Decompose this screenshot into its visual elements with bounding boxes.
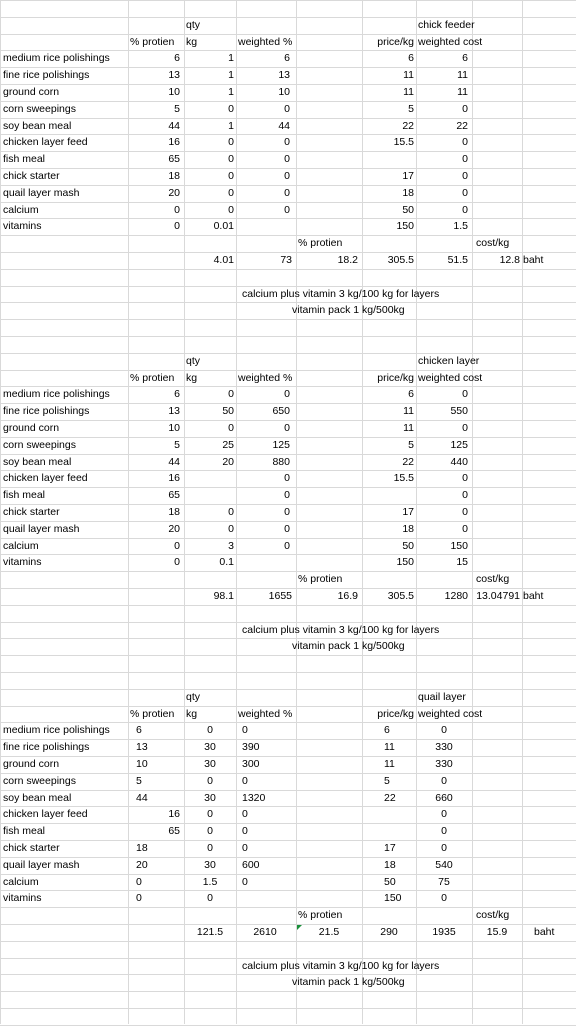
ingredient-name: corn sweepings: [3, 774, 76, 787]
protein-pct-value: 5: [174, 102, 180, 115]
price-kg-value: 11: [403, 422, 414, 434]
weighted-cost-value: 22: [456, 119, 468, 132]
ingredient-name: chick starter: [3, 170, 60, 182]
grid-row-line: [0, 1008, 576, 1009]
price-kg-value: 15.5: [393, 472, 414, 485]
grid-row-line: [0, 319, 576, 320]
price-kg-value: 15.5: [393, 136, 414, 149]
qty-header: qty: [186, 18, 201, 31]
protein-pct-value: 6: [136, 724, 142, 737]
protein-pct-value: 5: [174, 438, 180, 451]
ingredient-name: fish meal: [3, 153, 46, 166]
total-qty: 121.5: [196, 926, 224, 938]
protein-pct-value: 0: [174, 203, 180, 216]
protein-pct-value: 5: [136, 774, 142, 787]
protein-pct-header: % protien: [130, 707, 175, 720]
kg-value: 0: [228, 522, 234, 535]
weighted-cost-value: 0: [462, 422, 468, 434]
qty-header: qty: [186, 690, 201, 703]
ingredient-name: chick starter: [3, 506, 60, 518]
ingredient-name: calcium: [3, 203, 39, 216]
protein-pct-value: 10: [168, 86, 180, 98]
weighted-pct-value: 650: [272, 405, 290, 418]
kg-value: 50: [222, 405, 234, 418]
protein-pct-value: 6: [174, 388, 180, 401]
calcium-note: calcium plus vitamin 3 kg/100 kg for layers: [242, 287, 440, 300]
weighted-cost-value: 150: [450, 539, 468, 552]
ingredient-name: vitamins: [3, 892, 42, 905]
ingredient-name: quail layer mash: [3, 858, 80, 871]
ingredient-name: chick starter: [3, 842, 60, 854]
grid-row-line: [0, 605, 576, 606]
weighted-pct-header: weighted %: [238, 35, 293, 48]
protein-pct-header: % protien: [130, 371, 175, 384]
calcium-note: calcium plus vitamin 3 kg/100 kg for layers: [242, 623, 440, 636]
weighted-cost-value: 11: [457, 69, 468, 82]
total-cost: 51.5: [447, 254, 468, 266]
total-qty: 4.01: [213, 254, 234, 266]
ingredient-name: ground corn: [3, 86, 60, 98]
price-kg-value: 18: [384, 858, 396, 871]
ingredient-name: fish meal: [3, 825, 46, 838]
price-kg-value: 150: [384, 892, 402, 905]
total-qty: 98.1: [213, 590, 234, 602]
protein-pct-value: 6: [174, 52, 180, 65]
grid-row-line: [0, 0, 576, 1]
weighted-pct-value: 10: [278, 86, 290, 98]
qty-header: qty: [186, 354, 201, 367]
kg-value: 25: [222, 438, 234, 451]
weighted-pct-value: 13: [278, 69, 290, 82]
grid-col-line: [472, 0, 473, 1024]
price-kg-value: 6: [408, 388, 414, 401]
protein-pct-value: 44: [168, 119, 180, 132]
protein-pct-value: 16: [168, 136, 180, 149]
protein-pct-value: 65: [168, 489, 180, 502]
vitamin-note: vitamin pack 1 kg/500kg: [292, 976, 405, 989]
weighted-pct-value: 0: [242, 724, 248, 737]
total-cost: 1935: [432, 926, 456, 938]
weighted-pct-value: 0: [284, 506, 290, 518]
weighted-pct-header: weighted %: [238, 371, 293, 384]
price-kg-value: 5: [408, 102, 414, 115]
price-kg-value: 17: [384, 842, 396, 854]
weighted-pct-value: 44: [278, 119, 290, 132]
weighted-pct-value: 880: [272, 455, 290, 468]
weighted-pct-value: 0: [242, 774, 248, 787]
total-protein-header: % protien: [298, 909, 343, 922]
kg-value: 20: [222, 455, 234, 468]
ingredient-name: fine rice polishings: [3, 405, 90, 418]
weighted-cost-header: weighted cost: [418, 707, 483, 720]
protein-pct-value: 16: [168, 472, 180, 485]
price-kg-value: 6: [408, 52, 414, 65]
grid-col-line: [0, 0, 1, 1024]
cost-kg-header: cost/kg: [476, 909, 510, 922]
weighted-cost-header: weighted cost: [418, 35, 483, 48]
protein-pct-value: 44: [168, 455, 180, 468]
kg-value: 0: [207, 724, 213, 737]
ingredient-name: chicken layer feed: [3, 136, 88, 149]
ingredient-name: fine rice polishings: [3, 69, 90, 82]
price-kg-value: 22: [402, 455, 414, 468]
kg-value: 1.5: [202, 875, 218, 888]
kg-value: 0: [207, 808, 213, 821]
weighted-pct-value: 1320: [242, 791, 266, 804]
protein-pct-value: 10: [168, 422, 180, 434]
ingredient-name: quail layer mash: [3, 522, 80, 535]
kg-value: 0.01: [213, 220, 234, 233]
weighted-cost-value: 0: [462, 186, 468, 199]
vitamin-note: vitamin pack 1 kg/500kg: [292, 304, 405, 317]
kg-value: [184, 470, 234, 486]
weighted-cost-value: 0: [462, 136, 468, 149]
weighted-cost-value: 540: [435, 858, 453, 871]
weighted-cost-value: 15: [456, 556, 468, 569]
ingredient-name: quail layer mash: [3, 186, 80, 199]
weighted-cost-value: 0: [441, 774, 447, 787]
weighted-pct-value: 0: [284, 186, 290, 199]
ingredient-name: medium rice polishings: [3, 52, 110, 65]
weighted-cost-value: 0: [462, 472, 468, 485]
weighted-pct-value: 6: [284, 52, 290, 65]
weighted-pct-value: 125: [272, 438, 290, 451]
weighted-cost-value: 0: [462, 506, 468, 518]
protein-pct-value: 18: [136, 842, 148, 854]
weighted-cost-value: 1.5: [453, 220, 468, 233]
price-kg-value: 17: [402, 506, 414, 518]
total-protein: 21.5: [318, 926, 340, 938]
weighted-cost-value: 0: [462, 203, 468, 216]
kg-header: kg: [186, 35, 198, 48]
cost-per-kg: 15.9: [486, 926, 508, 938]
weighted-cost-value: 0: [441, 892, 447, 905]
weighted-cost-value: 330: [435, 741, 453, 754]
protein-pct-value: 20: [168, 186, 180, 199]
weighted-cost-value: 0: [462, 153, 468, 166]
kg-value: 30: [204, 858, 216, 871]
weighted-pct-value: [236, 218, 290, 234]
total-price: 305.5: [387, 590, 414, 602]
kg-value: 0: [207, 825, 213, 838]
weighted-cost-value: 0: [441, 724, 447, 737]
protein-pct-value: 20: [168, 522, 180, 535]
vitamin-note: vitamin pack 1 kg/500kg: [292, 640, 405, 653]
kg-value: [184, 487, 234, 503]
kg-value: 0: [228, 153, 234, 166]
kg-value: 30: [204, 791, 216, 804]
kg-value: 0: [207, 774, 213, 787]
cost-per-kg: 13.04791: [476, 590, 520, 602]
price-kg-value: 6: [384, 724, 390, 737]
kg-value: 1: [228, 52, 234, 65]
price-kg-value: 11: [403, 86, 414, 98]
kg-value: 30: [204, 758, 216, 770]
kg-value: 0: [228, 136, 234, 149]
price-kg-value: 11: [384, 758, 395, 770]
weighted-cost-value: 0: [462, 522, 468, 535]
price-kg-value: [362, 487, 414, 503]
price-kg-value: [362, 823, 414, 839]
weighted-pct-value: 0: [284, 422, 290, 434]
protein-pct-value: 65: [168, 825, 180, 838]
ingredient-name: chicken layer feed: [3, 808, 88, 821]
price-kg-value: 11: [403, 405, 414, 418]
kg-value: 0: [228, 102, 234, 115]
protein-pct-value: 18: [168, 170, 180, 182]
total-weighted: 2610: [253, 926, 277, 938]
ingredient-name: chicken layer feed: [3, 472, 88, 485]
price-kg-value: 150: [396, 556, 414, 569]
price-kg-value: 50: [384, 875, 396, 888]
total-protein-header: % protien: [298, 237, 343, 250]
ingredient-name: medium rice polishings: [3, 388, 110, 401]
price-kg-value: [362, 806, 414, 822]
weighted-cost-value: 0: [441, 842, 447, 854]
protein-pct-value: 13: [168, 69, 180, 82]
price-kg-value: 5: [408, 438, 414, 451]
total-protein: 16.9: [337, 590, 358, 602]
price-kg-value: 18: [402, 522, 414, 535]
kg-value: 0: [228, 203, 234, 216]
weighted-pct-header: weighted %: [238, 707, 293, 720]
ingredient-name: vitamins: [3, 220, 42, 233]
total-weighted: 73: [280, 254, 292, 266]
weighted-pct-value: 0: [284, 489, 290, 502]
section-title: chick feeder: [418, 18, 475, 31]
weighted-cost-value: 0: [462, 489, 468, 502]
weighted-cost-value: 0: [462, 170, 468, 182]
kg-value: 3: [228, 539, 234, 552]
price-kg-value: [362, 151, 414, 167]
price-kg-value: 5: [384, 774, 390, 787]
calcium-note: calcium plus vitamin 3 kg/100 kg for layers: [242, 959, 440, 972]
weighted-pct-value: 0: [242, 825, 248, 838]
total-protein: 18.2: [337, 254, 358, 266]
ingredient-name: ground corn: [3, 758, 60, 770]
total-price: 305.5: [387, 254, 414, 266]
price-kg-value: 50: [402, 203, 414, 216]
protein-pct-value: 44: [136, 791, 148, 804]
price-kg-value: 11: [403, 69, 414, 82]
weighted-pct-value: 0: [284, 136, 290, 149]
kg-header: kg: [186, 707, 198, 720]
kg-value: 1: [228, 86, 234, 98]
total-cost: 1280: [444, 590, 468, 602]
weighted-pct-value: 0: [242, 875, 248, 888]
kg-value: 0: [228, 422, 234, 434]
price-kg-value: 11: [384, 741, 395, 754]
weighted-pct-value: 0: [284, 102, 290, 115]
price-kg-value: 50: [402, 539, 414, 552]
kg-value: 0: [207, 842, 213, 854]
kg-value: 0: [228, 170, 234, 182]
grid-row-line: [0, 672, 576, 673]
grid-row-line: [0, 655, 576, 656]
weighted-pct-value: 0: [242, 808, 248, 821]
ingredient-name: calcium: [3, 539, 39, 552]
ingredient-name: calcium: [3, 875, 39, 888]
weighted-cost-value: 0: [441, 808, 447, 821]
weighted-cost-value: 0: [462, 102, 468, 115]
weighted-pct-value: 0: [284, 170, 290, 182]
protein-pct-value: 13: [136, 741, 148, 754]
protein-pct-value: 20: [136, 858, 148, 871]
cost-per-kg: 12.8: [499, 254, 520, 266]
weighted-cost-value: 0: [462, 388, 468, 401]
weighted-cost-value: 125: [450, 438, 468, 451]
kg-value: 0: [228, 388, 234, 401]
protein-pct-value: 18: [168, 506, 180, 518]
protein-pct-value: 0: [136, 892, 142, 905]
price-kg-value: 17: [402, 170, 414, 182]
weighted-pct-value: [236, 890, 302, 906]
price-kg-header: price/kg: [377, 707, 414, 720]
price-kg-header: price/kg: [377, 371, 414, 384]
cost-kg-header: cost/kg: [476, 573, 510, 586]
protein-pct-value: 0: [174, 556, 180, 569]
ingredient-name: ground corn: [3, 422, 60, 434]
weighted-cost-value: 660: [435, 791, 453, 804]
protein-pct-value: 10: [136, 758, 148, 770]
price-kg-value: 22: [384, 791, 396, 804]
weighted-pct-value: 0: [284, 203, 290, 216]
kg-value: 1: [228, 119, 234, 132]
section-title: chicken layer: [418, 354, 480, 367]
kg-value: 1: [228, 69, 234, 82]
ingredient-name: fish meal: [3, 489, 46, 502]
grid-row-line: [0, 991, 576, 992]
weighted-pct-value: [236, 554, 290, 570]
weighted-pct-value: 600: [242, 858, 260, 871]
total-price: 290: [380, 926, 398, 938]
protein-pct-header: % protien: [130, 35, 175, 48]
ingredient-name: vitamins: [3, 556, 42, 569]
currency-label: baht: [523, 254, 544, 266]
grid-row-line: [0, 269, 576, 270]
protein-pct-value: 65: [168, 153, 180, 166]
grid-row-line: [0, 941, 576, 942]
kg-value: 0: [228, 186, 234, 199]
ingredient-name: medium rice polishings: [3, 724, 110, 737]
grid-row-line: [0, 336, 576, 337]
weighted-cost-value: 440: [450, 455, 468, 468]
cost-kg-header: cost/kg: [476, 237, 510, 250]
price-kg-value: 150: [396, 220, 414, 233]
weighted-pct-value: 0: [284, 388, 290, 401]
cell-marker: [297, 925, 302, 930]
price-kg-value: 22: [402, 119, 414, 132]
kg-value: 0: [207, 892, 213, 905]
currency-label: baht: [534, 926, 555, 938]
protein-pct-value: 13: [168, 405, 180, 418]
price-kg-value: 18: [402, 186, 414, 199]
protein-pct-value: 0: [174, 539, 180, 552]
weighted-pct-value: 0: [284, 522, 290, 535]
kg-value: 0: [228, 506, 234, 518]
weighted-pct-value: 0: [284, 539, 290, 552]
ingredient-name: soy bean meal: [3, 119, 72, 132]
protein-pct-value: 0: [136, 875, 142, 888]
section-title: quail layer: [418, 690, 466, 703]
weighted-cost-value: 330: [435, 758, 453, 770]
protein-pct-value: 0: [174, 220, 180, 233]
total-protein-header: % protien: [298, 573, 343, 586]
total-weighted: 1655: [268, 590, 292, 602]
kg-header: kg: [186, 371, 198, 384]
ingredient-name: soy bean meal: [3, 791, 72, 804]
weighted-pct-value: 0: [284, 153, 290, 166]
ingredient-name: fine rice polishings: [3, 741, 90, 754]
weighted-pct-value: 390: [242, 741, 260, 754]
weighted-pct-value: 0: [284, 472, 290, 485]
weighted-cost-value: 11: [457, 86, 468, 98]
weighted-pct-value: 0: [242, 842, 248, 854]
weighted-cost-value: 550: [450, 405, 468, 418]
ingredient-name: corn sweepings: [3, 438, 76, 451]
kg-value: 30: [204, 741, 216, 754]
price-kg-header: price/kg: [377, 35, 414, 48]
weighted-cost-value: 6: [462, 52, 468, 65]
weighted-cost-value: 0: [441, 825, 447, 838]
weighted-cost-value: 75: [438, 875, 450, 888]
protein-pct-value: 16: [168, 808, 180, 821]
ingredient-name: corn sweepings: [3, 102, 76, 115]
kg-value: 0.1: [219, 556, 234, 569]
weighted-pct-value: 300: [242, 758, 260, 770]
grid-col-line: [522, 0, 523, 1024]
currency-label: baht: [523, 590, 544, 602]
weighted-cost-header: weighted cost: [418, 371, 483, 384]
ingredient-name: soy bean meal: [3, 455, 72, 468]
